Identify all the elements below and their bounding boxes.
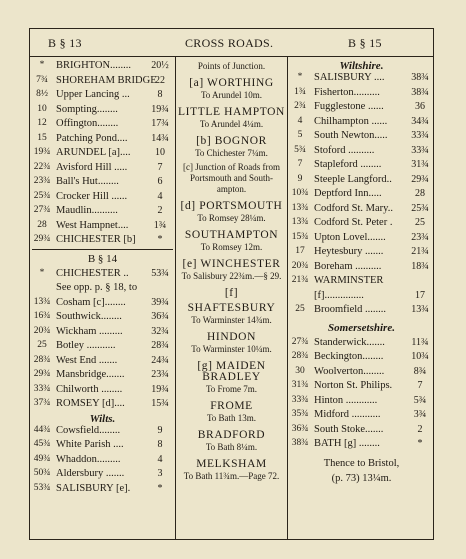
distance-to: 39¾ — [151, 296, 169, 308]
route-row — [30, 369, 175, 384]
place-name: Deptford Inn..... — [314, 188, 382, 199]
route-row — [30, 191, 175, 206]
distance-to: 33¾ — [411, 144, 429, 156]
route-row — [30, 468, 175, 483]
route-row — [288, 424, 435, 439]
route-row — [30, 75, 175, 90]
place-name: Chilworth ........ — [56, 383, 123, 395]
distance-to: 14¾ — [151, 132, 169, 144]
junction-entry: To Romsey 12m. — [200, 242, 263, 252]
junction-entry: [b] BOGNOR — [196, 135, 267, 147]
distance-from: 20¾ — [33, 325, 51, 336]
distance-from: 1¾ — [294, 86, 306, 97]
route-row — [30, 297, 175, 312]
distance-from: 27¾ — [33, 205, 51, 215]
distance-from: 5¾ — [294, 144, 306, 155]
distance-to: 15¾ — [151, 398, 169, 409]
junction-entry: Points of Junction. — [197, 61, 266, 71]
distance-from: 45¾ — [33, 439, 51, 449]
place-name: Offington........ — [56, 118, 119, 129]
distance-from: 12 — [37, 118, 47, 128]
header-left: B § 13 — [48, 36, 82, 50]
wiltshire-title: Wiltshire. — [339, 60, 384, 72]
junction-entry: To Warminster 14¾m. — [191, 315, 272, 325]
place-name: Beckington........ — [314, 351, 384, 362]
place-name: Codford St. Peter . — [314, 217, 393, 228]
distance-to: 20½ — [151, 60, 169, 71]
route-row — [288, 188, 435, 203]
distance-to: 38¾ — [411, 86, 429, 98]
junction-entry: HINDON — [207, 331, 256, 343]
place-name: SALISBURY .... — [314, 72, 385, 83]
route-row — [30, 147, 175, 162]
distance-from: 22¾ — [33, 161, 51, 172]
distance-from: * — [39, 60, 45, 70]
route-row — [30, 398, 175, 413]
place-name: Cowsfield........ — [56, 424, 121, 436]
distance-to: 25¾ — [411, 202, 429, 214]
place-name: BRIGHTON........ — [56, 60, 132, 71]
place-name: Steeple Langford.. — [314, 173, 392, 185]
junction-entry: To Arundel 4¼m. — [199, 119, 264, 129]
route-row — [288, 72, 435, 87]
distance-from: * — [39, 267, 45, 278]
distance-from: 21¾ — [291, 275, 309, 285]
route-row — [288, 366, 435, 381]
distance-to: 8 — [157, 439, 163, 450]
route-row — [288, 101, 435, 116]
route-row — [288, 438, 435, 453]
route-row — [288, 203, 435, 218]
place-name: Boreham .......... — [314, 260, 382, 272]
place-name: Upper Lancing ... — [56, 89, 130, 100]
distance-to: 13¾ — [411, 304, 429, 315]
junction-entry: [e] WINCHESTER — [182, 258, 281, 270]
section-b14-title: B § 14 — [87, 252, 118, 265]
distance-from: 20¾ — [291, 260, 309, 271]
place-name: Woolverton........ — [314, 365, 385, 377]
place-name: CHICHESTER [b] — [56, 234, 136, 245]
distance-to: 4 — [157, 453, 163, 465]
distance-to: 8¾ — [413, 365, 427, 377]
distance-from: 13¾ — [33, 296, 51, 307]
distance-to: 24¾ — [151, 354, 169, 366]
place-name: White Parish .... — [56, 439, 124, 450]
route-row — [30, 176, 175, 191]
distance-from: 31¾ — [291, 380, 309, 390]
distance-to: 5¾ — [413, 394, 427, 406]
place-name: Chilhampton ...... — [314, 115, 388, 127]
distance-from: 2¾ — [294, 101, 306, 111]
footer-line: Thence to Bristol, — [323, 457, 400, 469]
place-name: Whaddon......... — [56, 453, 121, 465]
route-row — [288, 409, 435, 424]
distance-to: 22 — [155, 74, 165, 86]
place-name: See opp. p. § 18, to — [56, 282, 138, 293]
distance-from: 7 — [297, 159, 303, 169]
distance-to: 32¾ — [151, 325, 169, 337]
place-name: Southwick........ — [56, 311, 122, 322]
route-row — [288, 246, 435, 261]
place-name: Standerwick....... — [314, 336, 385, 348]
place-name: Sompting........ — [56, 103, 118, 115]
route-row — [288, 116, 435, 131]
route-somerset — [288, 337, 435, 453]
junction-entry: To Warminster 10¼m. — [191, 344, 272, 354]
distance-to: 25 — [415, 217, 425, 228]
distance-from: 13¾ — [291, 202, 309, 213]
place-name: Heytesbury ....... — [314, 246, 384, 257]
distance-to: 23¾ — [411, 231, 429, 243]
distance-from: 8½ — [36, 89, 48, 99]
distance-to: 53¾ — [151, 267, 169, 279]
route-b15 — [288, 72, 435, 319]
distance-from: 37¾ — [33, 398, 51, 408]
place-name: South Newton..... — [314, 130, 388, 141]
distance-to: 18¾ — [411, 260, 429, 272]
place-name: Stoford .......... — [314, 144, 375, 156]
route-row — [30, 483, 175, 498]
route-row — [288, 304, 435, 319]
route-row — [288, 380, 435, 395]
junction-entry: To Salisbury 22¾m.—§ 29. — [181, 271, 282, 281]
place-name: SALISBURY [e]. — [56, 482, 131, 494]
junction-entry: MELKSHAM — [196, 458, 267, 470]
route-row — [30, 234, 175, 249]
route-row — [288, 159, 435, 174]
junction-entry: [f] — [224, 287, 239, 299]
route-row — [30, 454, 175, 469]
distance-from: * — [297, 72, 303, 82]
place-name: Patching Pond.... — [56, 132, 128, 144]
page-frame — [29, 28, 434, 540]
route-row — [30, 355, 175, 370]
header-center: CROSS ROADS. — [185, 36, 274, 50]
place-name: Maudlin.......... — [56, 205, 118, 216]
distance-to: 2 — [157, 205, 163, 216]
junction-entry: To Bath 13m. — [206, 413, 257, 423]
route-b14 — [30, 268, 175, 413]
distance-to: 38¾ — [411, 72, 429, 83]
distance-to: 17¾ — [151, 118, 169, 129]
place-name: Botley ........... — [56, 340, 116, 351]
distance-to: 33¾ — [411, 130, 429, 141]
distance-from: 7¾ — [36, 74, 48, 85]
distance-to: 11¾ — [411, 336, 429, 348]
route-row — [30, 133, 175, 148]
route-row — [288, 261, 435, 276]
route-row — [30, 311, 175, 326]
place-name: Upton Lovel....... — [314, 231, 386, 243]
distance-to: 3 — [157, 468, 163, 479]
place-name: Codford St. Mary.. — [314, 202, 393, 214]
route-row — [288, 130, 435, 145]
distance-to: 19¾ — [151, 103, 169, 115]
place-name: CHICHESTER .. — [56, 267, 129, 279]
junction-entry: [c] Junction of Roads from Portsmouth and South-ampton. — [183, 162, 280, 194]
distance-from: 25¾ — [33, 190, 51, 201]
distance-from: 27¾ — [291, 336, 309, 347]
route-row — [30, 340, 175, 355]
distance-from: 29¾ — [33, 234, 51, 244]
route-row — [30, 220, 175, 235]
place-name: Wickham ......... — [56, 325, 123, 337]
route-row — [288, 395, 435, 410]
junction-entry: BRADFORD — [197, 429, 266, 441]
footer-line: (p. 73) 13¼m. — [331, 472, 392, 484]
route-row — [30, 268, 175, 283]
distance-to: 9 — [157, 424, 163, 436]
junction-entry: To Arundel 10m. — [200, 90, 263, 100]
distance-to: 7 — [157, 161, 163, 173]
distance-from: 28¾ — [291, 351, 309, 361]
distance-to: 8 — [157, 89, 163, 100]
distance-from: 5 — [297, 130, 303, 140]
route-row — [288, 145, 435, 160]
distance-from: 33¾ — [291, 394, 309, 405]
junction-entry: SOUTHAMPTON — [184, 229, 279, 241]
distance-to: * — [417, 438, 423, 449]
route-row — [288, 290, 435, 305]
junction-entry: [d] PORTSMOUTH — [180, 200, 283, 212]
place-name: Fugglestone ...... — [314, 101, 384, 112]
place-name: West End ....... — [56, 354, 118, 366]
place-name: WARMINSTER — [314, 275, 384, 286]
distance-from: 28 — [37, 219, 47, 230]
route-row — [30, 89, 175, 104]
distance-from: 13¾ — [291, 217, 309, 227]
route-row — [30, 425, 175, 440]
distance-from: 17 — [295, 246, 305, 256]
junction-entry: FROME — [210, 400, 253, 412]
route-row — [30, 118, 175, 133]
route-row — [30, 384, 175, 399]
route-row — [30, 205, 175, 220]
junction-entry: To Chichester 7¼m. — [195, 148, 268, 158]
place-name: West Hampnet.... — [56, 219, 129, 231]
distance-to: * — [157, 234, 163, 245]
place-name: ROMSEY [d].... — [56, 398, 125, 409]
route-wilts — [30, 425, 175, 498]
route-row — [288, 232, 435, 247]
junction-entry: To Frome 7m. — [205, 384, 258, 394]
junction-entry: To Bath 11¾m.—Page 72. — [183, 471, 280, 481]
junction-entry: To Romsey 28¼m. — [197, 213, 266, 223]
distance-from: 53¾ — [33, 482, 51, 493]
distance-from: 16¾ — [33, 311, 51, 321]
junction-entry: LITTLE HAMPTON — [178, 106, 285, 118]
left-column — [30, 57, 176, 539]
place-name: Fisherton.......... — [314, 86, 380, 98]
place-name: Midford ........... — [314, 409, 381, 420]
distance-to: 19¾ — [151, 383, 169, 395]
right-column — [288, 57, 435, 539]
distance-from: 50¾ — [33, 468, 51, 478]
distance-to: 2 — [417, 423, 423, 435]
distance-to: 10 — [155, 147, 165, 158]
distance-from: 28¾ — [33, 354, 51, 365]
distance-from: 35¾ — [291, 409, 309, 419]
junction-entry: [a] WORTHING — [189, 77, 274, 89]
place-name: Mansbridge....... — [56, 369, 125, 380]
distance-from: 38¾ — [291, 438, 309, 448]
distance-to: 36¾ — [151, 311, 169, 322]
distance-from: 9 — [297, 173, 303, 184]
route-row — [30, 326, 175, 341]
distance-from: 15¾ — [291, 231, 309, 242]
distance-to: 34¾ — [411, 115, 429, 127]
distance-from: 33¾ — [33, 383, 51, 394]
junction-entry: [g] MAIDEN BRADLEY — [197, 360, 266, 383]
distance-from: 29¾ — [33, 369, 51, 379]
route-row — [288, 275, 435, 290]
route-row — [30, 60, 175, 75]
place-name: Cosham [c]........ — [56, 296, 126, 308]
distance-to: * — [157, 482, 163, 494]
place-name: Ball's Hut........ — [56, 176, 119, 187]
distance-to: 4 — [157, 190, 163, 202]
junction-entry: SHAFTESBURY — [187, 302, 276, 314]
distance-from: 25 — [37, 340, 47, 350]
distance-to: 36 — [415, 101, 425, 112]
distance-from: 23¾ — [33, 176, 51, 186]
place-name: ARUNDEL [a].... — [56, 147, 131, 158]
place-name: South Stoke....... — [314, 423, 384, 435]
route-row — [288, 217, 435, 232]
header-right: B § 15 — [348, 36, 382, 50]
distance-to: 21¾ — [411, 246, 429, 257]
place-name: SHOREHAM BRIDGE — [56, 74, 157, 86]
route-b13 — [30, 57, 175, 249]
route-row — [288, 87, 435, 102]
distance-to: 29¾ — [411, 173, 429, 185]
wilts-title: Wilts. — [89, 412, 116, 425]
distance-from: 15 — [37, 132, 47, 143]
distance-to: 3¾ — [413, 409, 427, 420]
distance-to: 7 — [417, 380, 423, 391]
distance-to: 28 — [415, 188, 425, 199]
route-row — [30, 162, 175, 177]
route-row — [288, 351, 435, 366]
distance-from: 36¾ — [291, 423, 309, 434]
place-name: Avisford Hill ..... — [56, 161, 128, 173]
route-footer — [288, 453, 435, 486]
place-name: Crocker Hill ...... — [56, 190, 128, 202]
route-row — [288, 174, 435, 189]
distance-to: 10¾ — [411, 351, 429, 362]
distance-to: 23¾ — [151, 369, 169, 380]
distance-from: 10¾ — [291, 188, 309, 198]
route-row — [30, 439, 175, 454]
distance-from: 10 — [37, 103, 47, 114]
place-name: [f]............... — [314, 289, 364, 301]
place-name: Stapleford ........ — [314, 159, 382, 170]
route-row — [30, 104, 175, 119]
distance-from: 44¾ — [33, 424, 51, 435]
page-header — [30, 29, 433, 57]
distance-from: 49¾ — [33, 453, 51, 464]
somerset-title: Somersetshire. — [328, 321, 395, 334]
place-name: BATH [g] ........ — [314, 438, 380, 449]
place-name: Hinton ............ — [314, 394, 378, 406]
junction-entry: To Bath 8¼m. — [205, 442, 258, 452]
place-name: Broomfield ........ — [314, 304, 387, 315]
route-row — [288, 337, 435, 352]
distance-from: 4 — [297, 115, 303, 126]
junction-column — [176, 57, 288, 539]
distance-to: 1¾ — [153, 219, 167, 231]
distance-to: 6 — [157, 176, 163, 187]
distance-to: 31¾ — [411, 159, 429, 170]
distance-from: 25 — [295, 304, 305, 314]
place-name: Norton St. Philips. — [314, 380, 393, 391]
route-row — [30, 282, 175, 297]
junction-list — [176, 57, 287, 485]
distance-to: 28¾ — [151, 340, 169, 351]
place-name: Aldersbury ....... — [56, 468, 125, 479]
distance-from: 30 — [295, 365, 305, 376]
distance-to: 17 — [415, 289, 425, 301]
distance-from: 19¾ — [33, 147, 51, 157]
